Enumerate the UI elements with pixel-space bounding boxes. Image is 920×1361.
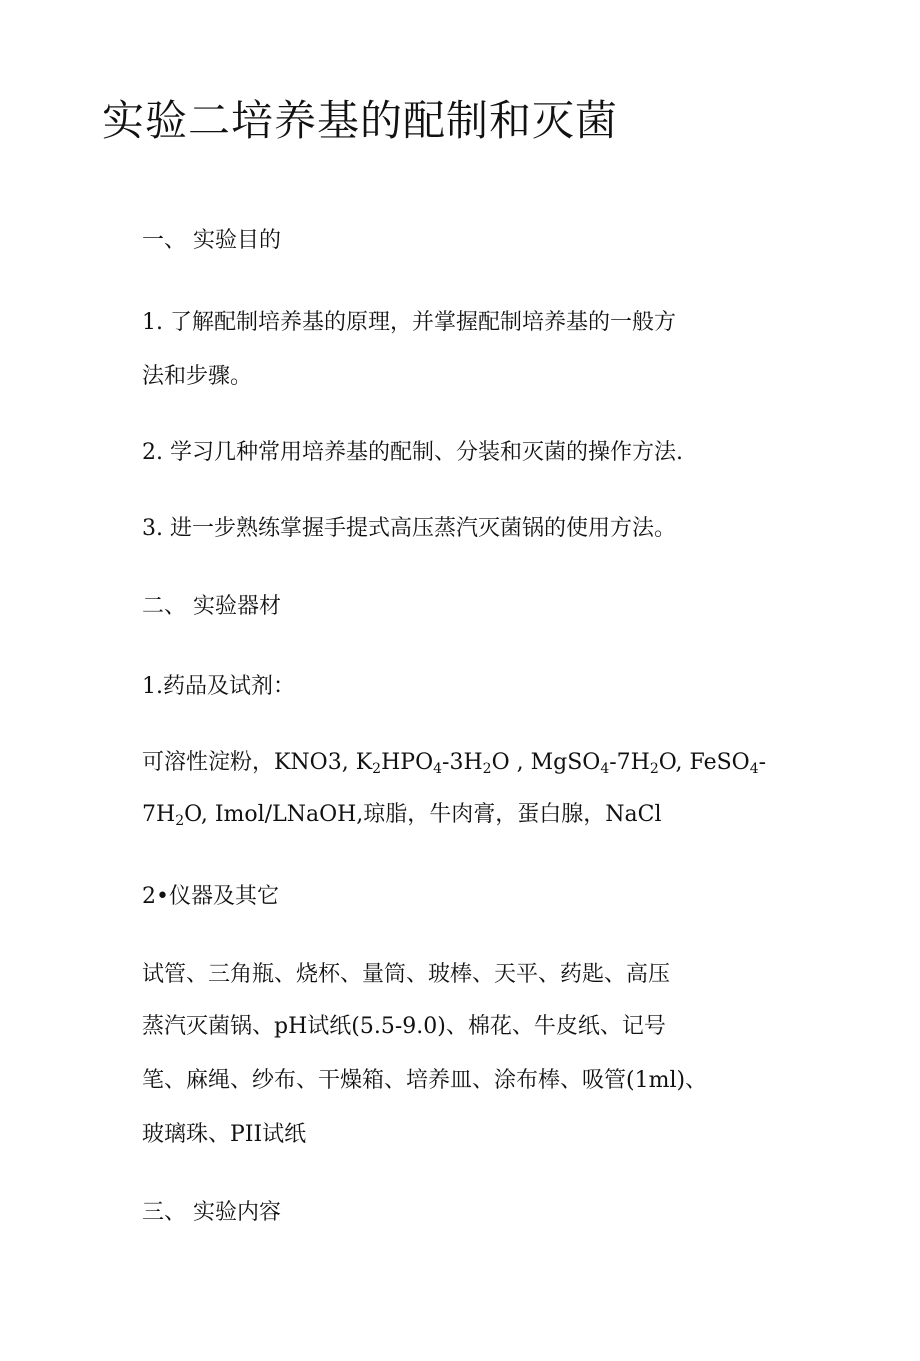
reagents-list-line-2: $7H_2O$, Imol/LNaOH,琼脂，牛肉膏，蛋白腺，NaCl: [142, 802, 662, 829]
document-title: 实验二培养基的配制和灭菌: [102, 96, 619, 145]
purpose-item-1-line-2: 法和步骤。: [142, 364, 253, 389]
instruments-list-line-3: 笔、麻绳、纱布、干燥箱、培养皿、涂布棒、吸管(1ml)、: [142, 1068, 708, 1093]
section-heading-materials: 二、 实验器材: [142, 594, 281, 619]
reagents-heading: 1.药品及试剂：: [142, 674, 295, 699]
purpose-item-3: 3. 进一步熟练掌握手提式高压蒸汽灭菌锅的使用方法。: [142, 516, 676, 541]
instruments-list-line-1: 试管、三角瓶、烧杯、量筒、玻棒、天平、药匙、高压: [142, 962, 671, 987]
instruments-list-line-2: 蒸汽灭菌锅、pH试纸(5.5-9.0)、棉花、牛皮纸、记号: [142, 1014, 666, 1039]
purpose-item-2: 2. 学习几种常用培养基的配制、分装和灭菌的操作方法.: [142, 440, 683, 465]
purpose-item-1-line-1: 1. 了解配制培养基的原理，并掌握配制培养基的一般方: [142, 310, 676, 335]
instruments-heading: 2•仪器及其它: [142, 884, 279, 909]
reagents-list-line-1: 可溶性淀粉，KNO3, $K_2HPO_4-3H_2O$ , $MgSO_4-7H_2O$, FeSO$_4$-: [142, 750, 767, 777]
section-heading-purpose: 一、 实验目的: [142, 228, 281, 253]
instruments-list-line-4: 玻璃珠、PII试纸: [142, 1122, 307, 1147]
section-heading-content: 三、 实验内容: [142, 1200, 281, 1225]
